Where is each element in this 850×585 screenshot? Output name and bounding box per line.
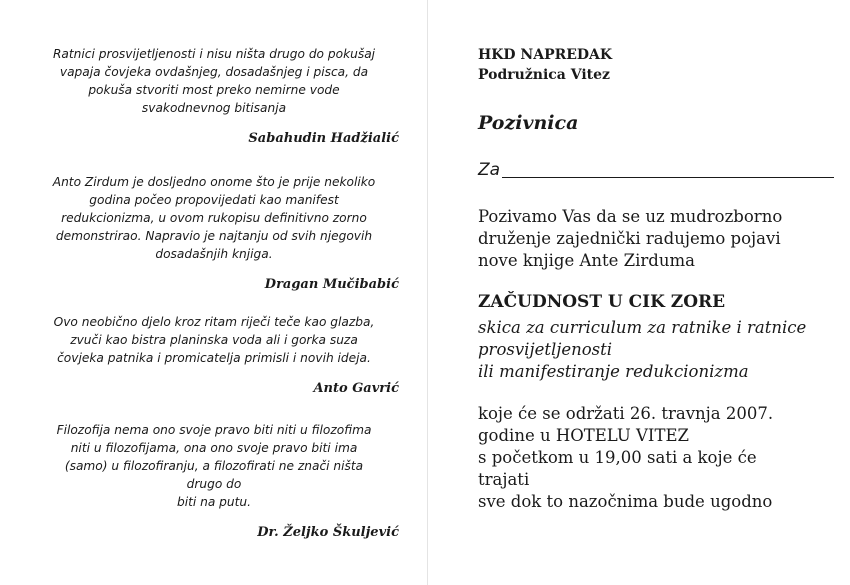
- review-author: Sabahudin Hadžialić: [248, 131, 399, 146]
- invitation-panel: [478, 0, 838, 585]
- organization-header: [478, 45, 612, 85]
- organization-name: HKD NAPREDAK: [478, 47, 613, 63]
- book-subtitle: skica za curriculum za ratnike i ratnice prosvijetljenosti ili manifestiranje redukcionizma: [478, 318, 807, 381]
- review-author: Anto Gavrić: [313, 381, 399, 396]
- recipient-blank-line: [502, 177, 834, 178]
- review-2: [29, 173, 399, 292]
- page-fold-divider: [427, 0, 428, 585]
- review-1: [29, 45, 399, 146]
- review-author: Dragan Mučibabić: [264, 277, 399, 292]
- organization-branch: Podružnica Vitez: [478, 67, 611, 83]
- invitation-intro: Pozivamo Vas da se uz mudrozborno druženje zajednički radujemo pojavi nove knjige Ante Zirduma: [478, 207, 783, 270]
- recipient-label: Za: [478, 160, 501, 180]
- event-details: koje će se održati 26. travnja 2007. godine u HOTELU VITEZ s početkom u 19,00 sati a koje će trajati sve dok to nazočnima bude ugodno: [478, 404, 774, 511]
- invitation-title: Pozivnica: [478, 112, 579, 134]
- book-title: ZAČUDNOST U CIK ZORE: [478, 292, 726, 312]
- review-3: [29, 313, 399, 396]
- review-quote: Filozofija nema ono svoje pravo biti niti u filozofima niti u filozofijama, ona ono svoje pravo biti ima (samo) u filozofiranju, a filozofirati ne znači ništa drugo do biti na putu.: [56, 423, 372, 509]
- review-quote: Ratnici prosvijetljenosti i nisu ništa drugo do pokušaj vapaja čovjeka ovdašnjeg, dosadašnjeg i pisca, da pokuša stvoriti most preko nemirne vode svakodnevnog bitisanja: [52, 47, 376, 115]
- review-author: Dr. Željko Škuljević: [257, 525, 399, 540]
- review-quote: Anto Zirdum je dosljedno onome što je prije nekoliko godina počeo propovijedati kao manifest redukcionizma, u ovom rukopisu definitivno zorno demonstrirao. Napravio je najtanju od svih njegovih dosadašnjih knjiga.: [52, 175, 376, 261]
- review-4: [29, 421, 399, 540]
- recipient-line: [478, 160, 834, 182]
- review-quote: Ovo neobično djelo kroz ritam riječi teče kao glazba, zvuči kao bistra planinska voda ali i gorka suza čovjeka patnika i promicatelja primisli i novih ideja.: [53, 315, 375, 365]
